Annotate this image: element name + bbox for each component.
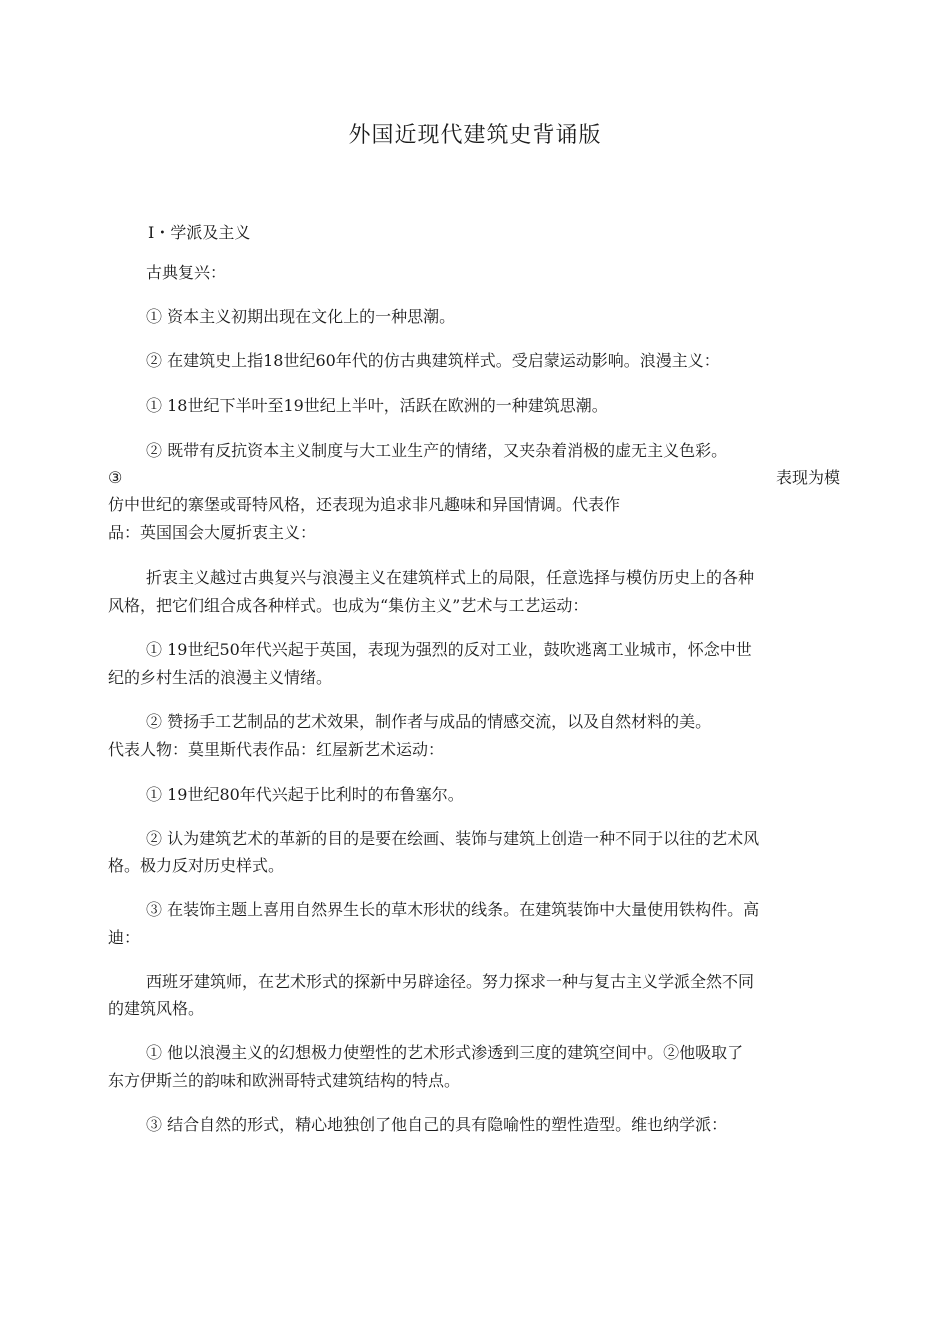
text-line: ② 在建筑史上指18世纪60年代的仿古典建筑样式。受启蒙运动影响。浪漫主义： xyxy=(146,351,720,370)
text-line: ③ 在装饰主题上喜用自然界生长的草木形状的线条。在建筑装饰中大量使用铁构件。高 xyxy=(146,900,760,919)
text-line: 折衷主义越过古典复兴与浪漫主义在建筑样式上的局限，任意选择与模仿历史上的各种 xyxy=(146,568,755,587)
section-heading: I・学派及主义 xyxy=(148,223,251,242)
text-line: ① 他以浪漫主义的幻想极力使塑性的艺术形式渗透到三度的建筑空间中。②他吸取了 xyxy=(146,1043,744,1062)
text-line: 的建筑风格。 xyxy=(108,999,205,1018)
document-title: 外国近现代建筑史背诵版 xyxy=(348,123,602,148)
text-line: ② 认为建筑艺术的革新的目的是要在绘画、装饰与建筑上创造一种不同于以往的艺术风 xyxy=(146,829,760,848)
text-line: 风格，把它们组合成各种样式。也成为“集仿主义”艺术与工艺运动： xyxy=(108,596,589,615)
text-line: 品：英国国会大厦折衷主义： xyxy=(108,523,317,542)
text-line: ① 19世纪50年代兴起于英国，表现为强烈的反对工业，鼓吹逃离工业城市，怀念中世 xyxy=(146,640,752,659)
text-line: ③ 结合自然的形式，精心地独创了他自己的具有隐喻性的塑性造型。维也纳学派： xyxy=(146,1115,728,1134)
text-line: 东方伊斯兰的韵味和欧洲哥特式建筑结构的特点。 xyxy=(108,1071,461,1090)
text-line: 纪的乡村生活的浪漫主义情绪。 xyxy=(108,668,333,687)
text-line: 仿中世纪的寨堡或哥特风格，还表现为追求非凡趣味和异国情调。代表作 xyxy=(108,495,621,514)
text-line: ② 既带有反抗资本主义制度与大工业生产的情绪，又夹杂着消极的虚无主义色彩。 xyxy=(146,441,728,460)
text-line: ① 19世纪80年代兴起于比利时的布鲁塞尔。 xyxy=(146,785,464,804)
text-line: 迪： xyxy=(108,928,141,947)
text-line: 代表人物：莫里斯代表作品：红屋新艺术运动： xyxy=(108,740,445,759)
text-line: ③ xyxy=(108,468,123,487)
text-line: ① 资本主义初期出现在文化上的一种思潮。 xyxy=(146,307,456,326)
subheading-classical-revival: 古典复兴： xyxy=(146,263,227,282)
text-line: ② 赞扬手工艺制品的艺术效果，制作者与成品的情感交流，以及自然材料的美。 xyxy=(146,712,712,731)
text-line: 西班牙建筑师，在艺术形式的探新中另辟途径。努力探求一种与复古主义学派全然不同 xyxy=(146,972,755,991)
text-line: 格。极力反对历史样式。 xyxy=(108,856,285,875)
text-line: ① 18世纪下半叶至19世纪上半叶，活跃在欧洲的一种建筑思潮。 xyxy=(146,396,608,415)
text-line: 表现为模 xyxy=(775,468,840,487)
